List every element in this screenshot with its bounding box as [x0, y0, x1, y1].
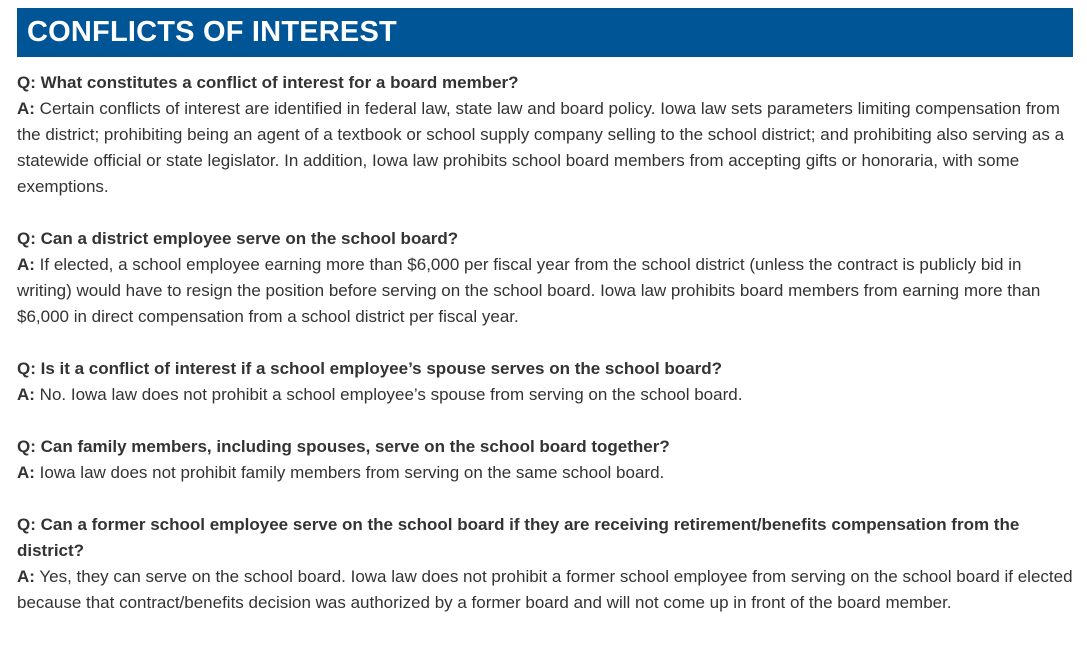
answer-prefix: A:	[17, 567, 35, 586]
faq-list	[17, 70, 1073, 616]
answer-text: If elected, a school employee earning more than $6,000 per fiscal year from the school district (unless the contract is publicly bid in writing) would have to resign the position before serving on the school board. Iowa law prohibits board members from earning more than $6,000 in direct compensation from a school district per fiscal year.	[17, 255, 1041, 326]
faq-item	[17, 512, 1073, 616]
faq-question: Q: What constitutes a conflict of interest for a board member?	[17, 73, 519, 92]
answer-text: Yes, they can serve on the school board. Iowa law does not prohibit a former school employee from serving on the school board if elected because that contract/benefits decision was authorized by a former board and will not come up in front of the board member.	[17, 567, 1073, 612]
faq-answer	[17, 96, 1073, 200]
faq-question: Q: Is it a conflict of interest if a school employee’s spouse serves on the school board?	[17, 359, 723, 378]
answer-text: Iowa law does not prohibit family members from serving on the same school board.	[34, 463, 665, 482]
faq-item	[17, 434, 1073, 486]
faq-answer	[17, 382, 1073, 408]
faq-answer	[17, 564, 1073, 616]
faq-question: Q: Can a former school employee serve on the school board if they are receiving retirement/benefits compensation from the district?	[17, 515, 1020, 560]
section-title: CONFLICTS OF INTEREST	[27, 16, 397, 48]
faq-question: Q: Can a district employee serve on the school board?	[17, 229, 459, 248]
answer-prefix: A:	[17, 385, 35, 404]
answer-text: Certain conflicts of interest are identified in federal law, state law and board policy. Iowa law sets parameters limiting compensation from the district; prohibiting being an agent of a textbook or school supply company selling to the school district; and prohibiting also serving as a statewide official or state legislator. In addition, Iowa law prohibits school board members from accepting gifts or honoraria, with some exemptions.	[17, 99, 1065, 196]
faq-item	[17, 226, 1073, 330]
answer-prefix: A:	[17, 99, 35, 118]
section-header-banner	[17, 8, 1073, 57]
faq-item	[17, 356, 1073, 408]
answer-prefix: A:	[17, 463, 35, 482]
answer-text: No. Iowa law does not prohibit a school employee’s spouse from serving on the school board.	[34, 385, 743, 404]
faq-answer	[17, 252, 1073, 330]
faq-item	[17, 70, 1073, 200]
faq-answer	[17, 460, 1073, 486]
faq-question: Q: Can family members, including spouses, serve on the school board together?	[17, 437, 670, 456]
answer-prefix: A:	[17, 255, 35, 274]
